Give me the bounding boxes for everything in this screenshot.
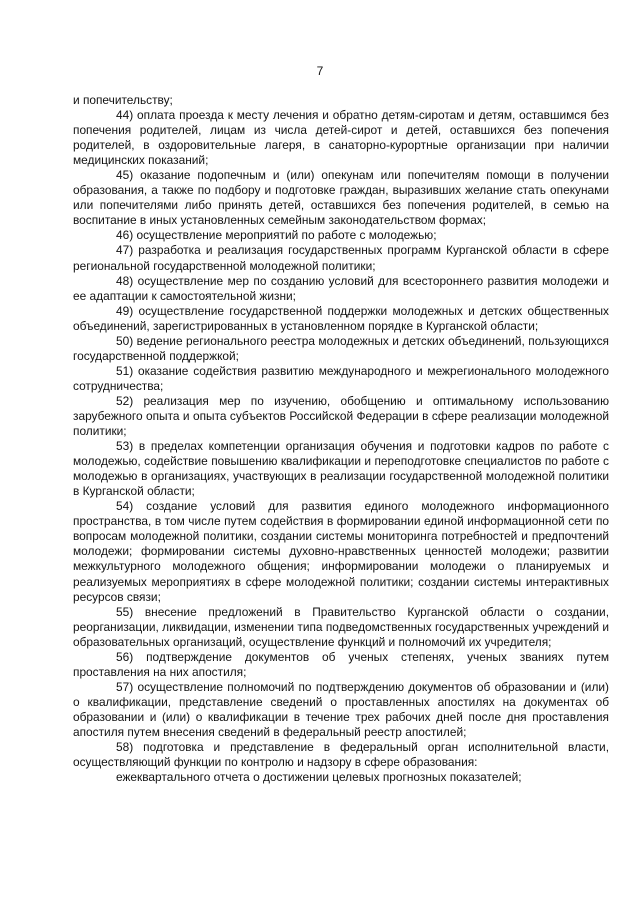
page-number: 7 (316, 64, 324, 78)
paragraph: 49) осуществление государственной поддержки молодежных и детских общественных объединений, зарегистрированных в установленном порядке в Курганской области; (73, 303, 609, 333)
paragraph: 52) реализация мер по изучению, обобщению и оптимальному использованию зарубежного опыта и опыта субъектов Российской Федерации в сфере реализации молодежной политики; (73, 393, 609, 439)
paragraph: 55) внесение предложений в Правительство Курганской области о создании, реорганизации, ликвидации, изменении типа подведомственных государственных учреждений и образовательных организаций, осуществление функций и полномочий их учредителя; (73, 604, 609, 649)
paragraph: 57) осуществление полномочий по подтверждению документов об образовании и (или) о квалификации, представление сведений о проставленных апостилях на документах об образовании и (или) о квалификации в течение трех рабочих дней после дня проставления апостиля путем внесения сведений в федеральный реестр апостилей; (73, 679, 609, 739)
paragraph: 47) разработка и реализация государственных программ Курганской области в сфере региональной государственной молодежной политики; (73, 243, 609, 273)
document-body (73, 93, 609, 785)
paragraph: и попечительству; (73, 93, 173, 107)
paragraph: 51) оказание содействия развитию международного и межрегионального молодежного сотрудничества; (73, 363, 609, 393)
paragraph: ежеквартального отчета о достижении целевых прогнозных показателей; (116, 770, 522, 785)
paragraph: 50) ведение регионального реестра молодежных и детских объединений, пользующихся государственной поддержкой; (73, 333, 609, 363)
paragraph: 56) подтверждение документов об ученых степенях, ученых званиях путем проставления на них апостиля; (73, 649, 609, 679)
paragraph: 45) оказание подопечным и (или) опекунам или попечителям помощи в получении образования, а также по подбору и подготовке граждан, выразивших желание стать опекунами или попечителями либо принять детей, оставшихся без попечения родителей, в семью на воспитание в иных установленных семейным законодательством формах; (73, 168, 609, 228)
paragraph: 46) осуществление мероприятий по работе с молодежью; (116, 228, 437, 243)
paragraph: 54) создание условий для развития единого молодежного информационного пространства, в том числе путем содействия в формировании единой информационной сети по вопросам молодежной политики, создании системы мониторинга потребностей и предпочтений молодежи; формировании системы духовно-нравственных ценностей молодежи; развитии межкультурного молодежного общения; информировании молодежи о планируемых и реализуемых мероприятиях в сфере молодежной политики; создании системы интерактивных ресурсов связи; (73, 499, 609, 604)
paragraph: 53) в пределах компетенции организация обучения и подготовки кадров по работе с молодежью, содействие повышению квалификации и переподготовке специалистов по работе с молодежью в организациях, участвующих в реализации государственной молодежной политики в Курганской области; (73, 439, 609, 499)
paragraph: 58) подготовка и представление в федеральный орган исполнительной власти, осуществляющий функции по контролю и надзору в сфере образования: (73, 740, 609, 770)
paragraph: 44) оплата проезда к месту лечения и обратно детям-сиротам и детям, оставшимся без попечения родителей, лицам из числа детей-сирот и детей, оставшихся без попечения родителей, в оздоровительные лагеря, в санаторно-курортные организации при наличии медицинских показаний; (73, 108, 609, 168)
paragraph: 48) осуществление мер по созданию условий для всестороннего развития молодежи и ее адаптации к самостоятельной жизни; (73, 273, 609, 303)
